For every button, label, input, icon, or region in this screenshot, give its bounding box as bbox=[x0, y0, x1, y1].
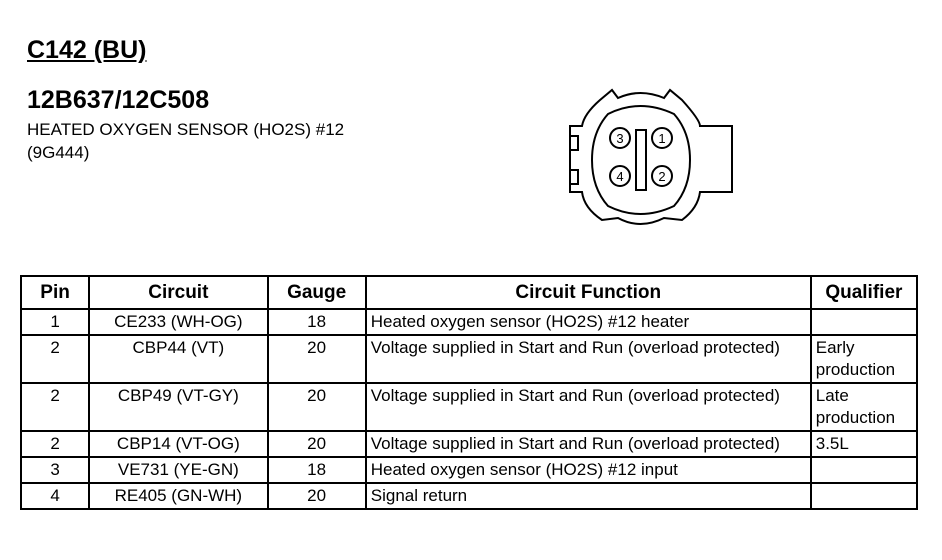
header-qualifier: Qualifier bbox=[811, 276, 917, 309]
description-line-1: HEATED OXYGEN SENSOR (HO2S) #12 bbox=[27, 120, 345, 139]
part-numbers: 12B637/12C508 bbox=[27, 86, 210, 114]
cell-function: Voltage supplied in Start and Run (overload protected) bbox=[366, 383, 811, 431]
cell-function: Voltage supplied in Start and Run (overload protected) bbox=[366, 335, 811, 383]
pin-2-label: 2 bbox=[658, 169, 666, 184]
cell-qualifier bbox=[811, 457, 917, 483]
pinout-table bbox=[20, 275, 918, 510]
cell-pin: 2 bbox=[21, 431, 89, 457]
cell-function: Heated oxygen sensor (HO2S) #12 heater bbox=[366, 309, 811, 335]
cell-circuit: CE233 (WH-OG) bbox=[89, 309, 267, 335]
cell-function: Voltage supplied in Start and Run (overload protected) bbox=[366, 431, 811, 457]
cell-gauge: 18 bbox=[268, 457, 366, 483]
cell-gauge: 20 bbox=[268, 483, 366, 509]
table-row bbox=[21, 431, 917, 457]
table-row bbox=[21, 383, 917, 431]
connector-center-key bbox=[636, 130, 646, 190]
header-pin: Pin bbox=[21, 276, 89, 309]
connector-inner-outline bbox=[592, 106, 690, 214]
pin-3-label: 3 bbox=[616, 131, 624, 146]
cell-gauge: 20 bbox=[268, 383, 366, 431]
header-circuit: Circuit bbox=[89, 276, 267, 309]
cell-qualifier: Early production bbox=[811, 335, 917, 383]
connector-left-tab-top bbox=[570, 136, 578, 150]
cell-circuit: RE405 (GN-WH) bbox=[89, 483, 267, 509]
cell-circuit: CBP14 (VT-OG) bbox=[89, 431, 267, 457]
table-row bbox=[21, 335, 917, 383]
cell-pin: 3 bbox=[21, 457, 89, 483]
cell-gauge: 20 bbox=[268, 431, 366, 457]
table-row bbox=[21, 309, 917, 335]
description-line-2: (9G444) bbox=[27, 143, 90, 162]
header-gauge: Gauge bbox=[268, 276, 366, 309]
connector-outline bbox=[570, 90, 732, 224]
connector-left-tab-bottom bbox=[570, 170, 578, 184]
pin-4-label: 4 bbox=[616, 169, 624, 184]
cell-gauge: 18 bbox=[268, 309, 366, 335]
cell-qualifier: Late production bbox=[811, 383, 917, 431]
connector-title: C142 (BU) bbox=[27, 36, 147, 64]
cell-qualifier bbox=[811, 483, 917, 509]
pin-1-label: 1 bbox=[658, 131, 666, 146]
cell-circuit: CBP49 (VT-GY) bbox=[89, 383, 267, 431]
table-header-row bbox=[21, 276, 917, 309]
header-circuit-function: Circuit Function bbox=[366, 276, 811, 309]
cell-qualifier: 3.5L bbox=[811, 431, 917, 457]
cell-circuit: CBP44 (VT) bbox=[89, 335, 267, 383]
table-row bbox=[21, 483, 917, 509]
cell-function: Heated oxygen sensor (HO2S) #12 input bbox=[366, 457, 811, 483]
cell-function: Signal return bbox=[366, 483, 811, 509]
cell-pin: 2 bbox=[21, 383, 89, 431]
cell-gauge: 20 bbox=[268, 335, 366, 383]
table-row bbox=[21, 457, 917, 483]
connector-description bbox=[27, 118, 344, 164]
connector-face-diagram bbox=[560, 80, 750, 240]
cell-pin: 4 bbox=[21, 483, 89, 509]
cell-qualifier bbox=[811, 309, 917, 335]
cell-pin: 2 bbox=[21, 335, 89, 383]
cell-circuit: VE731 (YE-GN) bbox=[89, 457, 267, 483]
cell-pin: 1 bbox=[21, 309, 89, 335]
